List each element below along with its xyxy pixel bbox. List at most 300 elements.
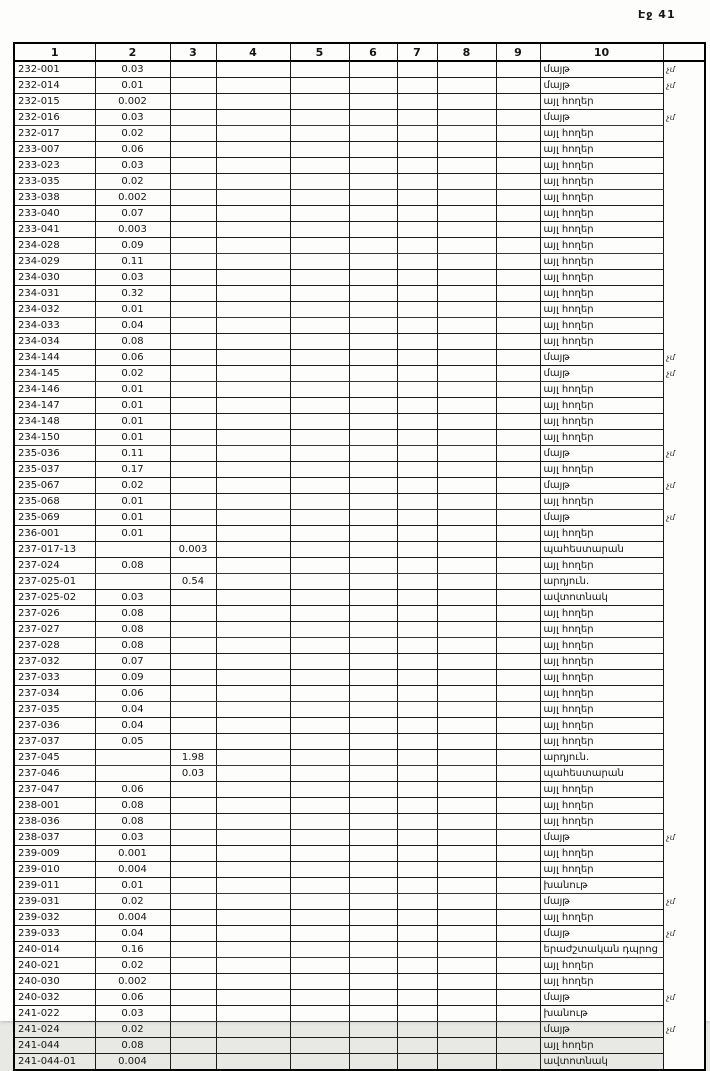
col5-cell [290,878,349,894]
col1-cell: 239-031 [14,894,95,910]
col4-cell [216,174,290,190]
table-row [14,798,705,814]
col7-cell [397,798,437,814]
col7-cell [397,238,437,254]
col1-cell: 240-014 [14,942,95,958]
margin-spacer [663,654,705,670]
handwritten-margin-mark: չմ [663,894,705,910]
col9-cell [496,174,540,190]
col3-cell [170,910,216,926]
col9-cell [496,654,540,670]
col4-cell [216,558,290,574]
col8-cell [437,1038,496,1054]
col6-cell [349,910,397,926]
col4-cell [216,990,290,1006]
col7-cell [397,702,437,718]
col2-cell: 0.09 [95,670,170,686]
table-row [14,814,705,830]
col8-cell [437,366,496,382]
col8-cell [437,286,496,302]
col8-cell [437,526,496,542]
col9-cell [496,142,540,158]
table-row [14,686,705,702]
col8-cell [437,270,496,286]
margin-spacer [663,334,705,350]
table-row [14,222,705,238]
col10-cell: արդյուն. [540,750,663,766]
col3-cell [170,142,216,158]
col5-cell [290,846,349,862]
col1-cell: 234-029 [14,254,95,270]
table-row [14,894,705,910]
col5-cell [290,1006,349,1022]
col7-cell [397,414,437,430]
col6-cell [349,238,397,254]
col10-cell: մայթ [540,350,663,366]
col9-cell [496,206,540,222]
col4-cell [216,398,290,414]
col7-cell [397,190,437,206]
table-row [14,702,705,718]
col5-cell [290,654,349,670]
col2-cell: 0.002 [95,94,170,110]
col2-cell: 0.02 [95,174,170,190]
col1-cell: 233-035 [14,174,95,190]
col10-cell: այլ հողեր [540,718,663,734]
col4-cell [216,974,290,990]
col8-cell [437,830,496,846]
col6-cell [349,990,397,1006]
col7-cell [397,318,437,334]
col9-cell [496,878,540,894]
col7-cell [397,638,437,654]
col5-cell [290,334,349,350]
col8-cell [437,254,496,270]
col3-cell [170,734,216,750]
col2-cell: 0.01 [95,430,170,446]
table-row [14,926,705,942]
col8-cell [437,494,496,510]
col10-cell: այլ հողեր [540,126,663,142]
col2-cell: 0.002 [95,974,170,990]
table-row [14,542,705,558]
table-row [14,334,705,350]
col5-cell [290,814,349,830]
margin-spacer [663,782,705,798]
col10-cell: այլ հողեր [540,430,663,446]
col4-cell [216,1022,290,1038]
col6-cell [349,1038,397,1054]
col7-cell [397,142,437,158]
col5-cell [290,430,349,446]
land-parcel-table [13,42,706,1071]
col4-cell [216,446,290,462]
col3-cell [170,254,216,270]
col2-cell: 0.16 [95,942,170,958]
col8-cell [437,446,496,462]
col6-cell [349,61,397,78]
col10-cell: այլ հողեր [540,974,663,990]
col2-cell [95,766,170,782]
col2-cell: 0.04 [95,718,170,734]
margin-spacer [663,686,705,702]
col5-cell [290,910,349,926]
col9-cell [496,1038,540,1054]
col2-cell: 0.02 [95,1022,170,1038]
col9-cell [496,318,540,334]
col2-cell: 0.06 [95,350,170,366]
col4-cell [216,334,290,350]
col2-cell: 0.06 [95,990,170,1006]
margin-spacer [663,974,705,990]
col7-cell [397,174,437,190]
col6-cell [349,798,397,814]
col3-cell [170,206,216,222]
handwritten-margin-mark: չմ [663,510,705,526]
margin-spacer [663,910,705,926]
col7-cell [397,750,437,766]
col8-cell [437,302,496,318]
col5-cell [290,798,349,814]
col9-cell [496,910,540,926]
col7-cell [397,270,437,286]
col7-cell [397,61,437,78]
col9-cell [496,366,540,382]
col4-cell [216,494,290,510]
col3-cell: 0.54 [170,574,216,590]
table-row [14,366,705,382]
col7-cell [397,94,437,110]
handwritten-margin-mark: չմ [663,366,705,382]
col7-cell [397,910,437,926]
col10-cell: այլ հողեր [540,702,663,718]
col10-cell: մայթ [540,510,663,526]
col10-cell: մայթ [540,478,663,494]
col2-cell [95,574,170,590]
col5-cell [290,830,349,846]
table-row [14,750,705,766]
margin-spacer [663,206,705,222]
col2-cell: 0.01 [95,414,170,430]
col8-cell [437,1006,496,1022]
margin-spacer [663,878,705,894]
col3-cell [170,1022,216,1038]
col8-cell [437,926,496,942]
col7-cell [397,78,437,94]
col4-cell [216,622,290,638]
col5-cell [290,558,349,574]
col1-cell: 234-028 [14,238,95,254]
margin-spacer [663,590,705,606]
col10-cell: այլ հողեր [540,174,663,190]
col8-cell [437,590,496,606]
col9-cell [496,414,540,430]
col1-cell: 234-147 [14,398,95,414]
col9-cell [496,526,540,542]
col3-cell [170,302,216,318]
col1-cell: 237-025-02 [14,590,95,606]
col4-cell [216,862,290,878]
table-row [14,446,705,462]
col7-cell [397,126,437,142]
col1-cell: 233-038 [14,190,95,206]
col6-cell [349,830,397,846]
col4-cell [216,606,290,622]
col9-cell [496,894,540,910]
col10-cell: մայթ [540,61,663,78]
margin-spacer [663,254,705,270]
col2-cell: 0.06 [95,782,170,798]
table-row [14,494,705,510]
col9-cell [496,302,540,318]
col9-cell [496,670,540,686]
col5-cell [290,478,349,494]
col3-cell [170,350,216,366]
col1-cell: 241-044-01 [14,1054,95,1071]
col1-cell: 238-036 [14,814,95,830]
col10-cell: այլ հողեր [540,638,663,654]
col9-cell [496,782,540,798]
col6-cell [349,158,397,174]
col4-cell [216,302,290,318]
table-row [14,158,705,174]
col10-cell: այլ հողեր [540,222,663,238]
table-row [14,78,705,94]
col1-cell: 239-033 [14,926,95,942]
col8-cell [437,382,496,398]
col3-cell [170,926,216,942]
col3-cell [170,846,216,862]
col9-cell [496,814,540,830]
margin-spacer [663,718,705,734]
col5-cell [290,94,349,110]
table-row [14,142,705,158]
col9-cell [496,94,540,110]
col8-cell [437,846,496,862]
table-row [14,942,705,958]
margin-spacer [663,94,705,110]
handwritten-margin-mark: չմ [663,478,705,494]
col2-cell: 0.03 [95,158,170,174]
col4-cell [216,126,290,142]
margin-spacer [663,798,705,814]
col2-cell: 0.03 [95,61,170,78]
col10-cell: այլ հողեր [540,414,663,430]
col7-cell [397,862,437,878]
col9-cell [496,238,540,254]
col4-cell [216,878,290,894]
col3-cell [170,814,216,830]
table-row [14,990,705,1006]
col3-cell [170,190,216,206]
col9-cell [496,974,540,990]
column-header-4: 4 [216,43,290,61]
table-row [14,430,705,446]
col10-cell: այլ հողեր [540,254,663,270]
col7-cell [397,446,437,462]
col6-cell [349,590,397,606]
col9-cell [496,590,540,606]
table-row [14,174,705,190]
col7-cell [397,670,437,686]
table-row [14,782,705,798]
col2-cell: 0.06 [95,686,170,702]
col9-cell [496,61,540,78]
col6-cell [349,222,397,238]
col8-cell [437,126,496,142]
col7-cell [397,830,437,846]
col6-cell [349,702,397,718]
margin-spacer [663,526,705,542]
col2-cell: 0.001 [95,846,170,862]
table-row [14,1038,705,1054]
col2-cell: 0.32 [95,286,170,302]
col6-cell [349,446,397,462]
col8-cell [437,462,496,478]
col3-cell [170,286,216,302]
table-row [14,350,705,366]
col1-cell: 234-144 [14,350,95,366]
col10-cell: այլ հողեր [540,94,663,110]
col1-cell: 234-032 [14,302,95,318]
col5-cell [290,542,349,558]
col2-cell: 0.02 [95,958,170,974]
col6-cell [349,862,397,878]
col9-cell [496,478,540,494]
col2-cell: 0.05 [95,734,170,750]
page-number-label: Էջ 41 [638,8,676,21]
col10-cell: ավտոտնակ [540,590,663,606]
col4-cell [216,238,290,254]
col3-cell [170,718,216,734]
col5-cell [290,302,349,318]
col5-cell [290,702,349,718]
col6-cell [349,606,397,622]
col3-cell [170,830,216,846]
margin-spacer [663,942,705,958]
col2-cell: 0.01 [95,302,170,318]
col7-cell [397,222,437,238]
col10-cell: այլ հողեր [540,734,663,750]
col8-cell [437,766,496,782]
col5-cell [290,61,349,78]
col4-cell [216,1006,290,1022]
column-header-1: 1 [14,43,95,61]
col8-cell [437,78,496,94]
col10-cell: այլ հողեր [540,158,663,174]
col8-cell [437,142,496,158]
col9-cell [496,398,540,414]
col9-cell [496,190,540,206]
col6-cell [349,110,397,126]
margin-spacer [663,670,705,686]
col3-cell [170,446,216,462]
col3-cell [170,1006,216,1022]
margin-spacer [663,862,705,878]
col7-cell [397,110,437,126]
col1-cell: 232-015 [14,94,95,110]
col9-cell [496,558,540,574]
column-header-8: 8 [437,43,496,61]
col3-cell [170,590,216,606]
handwritten-margin-mark: չմ [663,1022,705,1038]
col6-cell [349,814,397,830]
col9-cell [496,110,540,126]
col8-cell [437,238,496,254]
col1-cell: 234-033 [14,318,95,334]
col6-cell [349,638,397,654]
col9-cell [496,78,540,94]
col3-cell [170,878,216,894]
col1-cell: 237-017-13 [14,542,95,558]
col4-cell [216,478,290,494]
col9-cell [496,798,540,814]
col2-cell: 0.08 [95,606,170,622]
margin-spacer [663,190,705,206]
col5-cell [290,270,349,286]
col4-cell [216,750,290,766]
col1-cell: 237-034 [14,686,95,702]
col4-cell [216,1038,290,1054]
col4-cell [216,654,290,670]
col8-cell [437,862,496,878]
margin-spacer [663,126,705,142]
col2-cell [95,542,170,558]
col4-cell [216,638,290,654]
col8-cell [437,350,496,366]
col6-cell [349,318,397,334]
col5-cell [290,78,349,94]
col8-cell [437,1054,496,1071]
col7-cell [397,942,437,958]
col7-cell [397,510,437,526]
col3-cell [170,606,216,622]
table-row [14,622,705,638]
table-row [14,1022,705,1038]
col1-cell: 237-036 [14,718,95,734]
col4-cell [216,61,290,78]
col3-cell [170,110,216,126]
col5-cell [290,254,349,270]
col1-cell: 237-024 [14,558,95,574]
col10-cell: այլ հողեր [540,318,663,334]
col6-cell [349,750,397,766]
col9-cell [496,222,540,238]
col2-cell: 0.11 [95,446,170,462]
col9-cell [496,990,540,1006]
col8-cell [437,206,496,222]
col6-cell [349,782,397,798]
col8-cell [437,734,496,750]
col3-cell [170,862,216,878]
col6-cell [349,126,397,142]
column-header-10: 10 [540,43,663,61]
col4-cell [216,670,290,686]
col1-cell: 235-036 [14,446,95,462]
col10-cell: մայթ [540,990,663,1006]
col10-cell: այլ հողեր [540,190,663,206]
col9-cell [496,494,540,510]
col6-cell [349,622,397,638]
col6-cell [349,670,397,686]
margin-spacer [663,462,705,478]
margin-spacer [663,1006,705,1022]
margin-spacer [663,174,705,190]
col9-cell [496,958,540,974]
col6-cell [349,1022,397,1038]
col10-cell: այլ հողեր [540,686,663,702]
col7-cell [397,1006,437,1022]
